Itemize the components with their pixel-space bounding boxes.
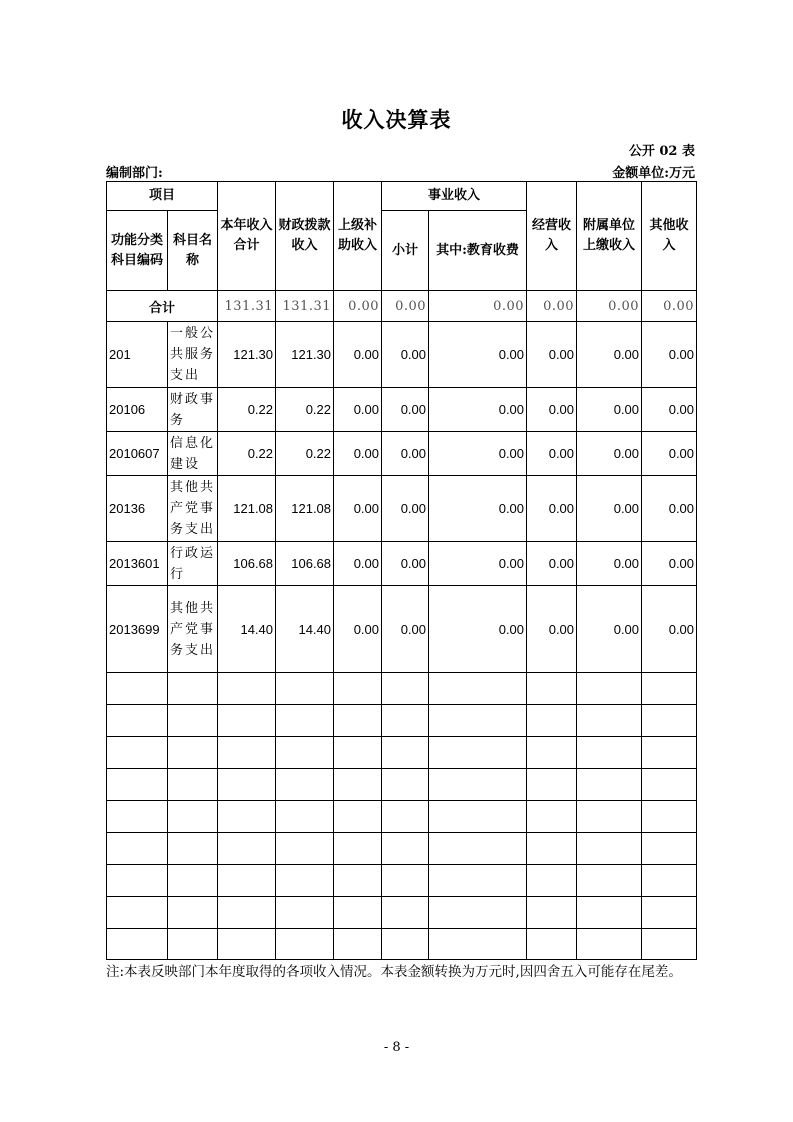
row-upper-subsidy: 0.00	[334, 542, 382, 586]
row-subtotal: 0.00	[382, 586, 429, 673]
row-total-income: 0.22	[218, 388, 276, 432]
header-edu-fee: 其中:教育收费	[429, 211, 527, 291]
row-other: 0.00	[642, 542, 697, 586]
header-affiliated: 附属单位上缴收入	[577, 182, 642, 291]
total-affiliated: 0.00	[577, 291, 642, 322]
row-total-income: 14.40	[218, 586, 276, 673]
row-affiliated: 0.00	[577, 432, 642, 476]
empty-row	[107, 833, 697, 865]
row-operating: 0.00	[527, 476, 577, 542]
row-code: 2013601	[107, 542, 168, 586]
total-fiscal: 131.31	[276, 291, 334, 322]
row-other: 0.00	[642, 432, 697, 476]
unit-label: 金额单位:万元	[612, 166, 695, 181]
row-name: 行政运行	[168, 542, 218, 586]
table-title: 收入决算表	[341, 107, 452, 132]
row-upper-subsidy: 0.00	[334, 586, 382, 673]
row-code: 20136	[107, 476, 168, 542]
header-operating: 经营收入	[527, 182, 577, 291]
header-subtotal: 小计	[382, 211, 429, 291]
total-upper-subsidy: 0.00	[334, 291, 382, 322]
row-affiliated: 0.00	[577, 542, 642, 586]
row-fiscal: 121.30	[276, 322, 334, 388]
row-total-income: 121.08	[218, 476, 276, 542]
row-operating: 0.00	[527, 432, 577, 476]
empty-row	[107, 929, 697, 960]
table-row	[107, 388, 697, 432]
row-total-income: 121.30	[218, 322, 276, 388]
header-total-income: 本年收入合计	[218, 182, 276, 291]
row-total-income: 0.22	[218, 432, 276, 476]
row-name: 其他共产党事务支出	[168, 476, 218, 542]
row-edu-fee: 0.00	[429, 476, 527, 542]
row-subtotal: 0.00	[382, 322, 429, 388]
row-fiscal: 0.22	[276, 432, 334, 476]
empty-row	[107, 737, 697, 769]
row-other: 0.00	[642, 388, 697, 432]
page-number: - 8 -	[383, 1040, 410, 1055]
row-fiscal: 121.08	[276, 476, 334, 542]
row-other: 0.00	[642, 322, 697, 388]
table-row	[107, 476, 697, 542]
row-name: 财政事务	[168, 388, 218, 432]
row-name: 其他共产党事务支出	[168, 586, 218, 673]
row-upper-subsidy: 0.00	[334, 476, 382, 542]
row-affiliated: 0.00	[577, 586, 642, 673]
row-upper-subsidy: 0.00	[334, 388, 382, 432]
row-other: 0.00	[642, 476, 697, 542]
total-label: 合计	[107, 291, 218, 322]
total-subtotal: 0.00	[382, 291, 429, 322]
row-edu-fee: 0.00	[429, 432, 527, 476]
header-subject-name: 科目名称	[168, 211, 218, 291]
income-table	[106, 181, 697, 960]
empty-row	[107, 897, 697, 929]
empty-row	[107, 705, 697, 737]
row-subtotal: 0.00	[382, 388, 429, 432]
row-subtotal: 0.00	[382, 542, 429, 586]
dept-label: 编制部门:	[106, 166, 163, 181]
row-subtotal: 0.00	[382, 476, 429, 542]
row-fiscal: 0.22	[276, 388, 334, 432]
empty-row	[107, 769, 697, 801]
row-name: 信息化建设	[168, 432, 218, 476]
row-code: 201	[107, 322, 168, 388]
table-row	[107, 432, 697, 476]
row-code: 2013699	[107, 586, 168, 673]
total-row	[107, 291, 697, 322]
empty-row	[107, 865, 697, 897]
form-number: 公开 02 表	[628, 144, 695, 159]
header-item: 项目	[107, 182, 218, 211]
header-func-code: 功能分类科目编码	[107, 211, 168, 291]
row-other: 0.00	[642, 586, 697, 673]
empty-row	[107, 801, 697, 833]
row-code: 2010607	[107, 432, 168, 476]
table-row	[107, 586, 697, 673]
header-upper-subsidy: 上级补助收入	[334, 182, 382, 291]
row-operating: 0.00	[527, 542, 577, 586]
row-operating: 0.00	[527, 586, 577, 673]
row-name: 一般公共服务支出	[168, 322, 218, 388]
header-other: 其他收入	[642, 182, 697, 291]
row-upper-subsidy: 0.00	[334, 322, 382, 388]
total-other: 0.00	[642, 291, 697, 322]
row-affiliated: 0.00	[577, 476, 642, 542]
row-edu-fee: 0.00	[429, 388, 527, 432]
row-edu-fee: 0.00	[429, 586, 527, 673]
row-edu-fee: 0.00	[429, 322, 527, 388]
row-affiliated: 0.00	[577, 322, 642, 388]
total-operating: 0.00	[527, 291, 577, 322]
header-fiscal: 财政拨款收入	[276, 182, 334, 291]
row-subtotal: 0.00	[382, 432, 429, 476]
total-total-income: 131.31	[218, 291, 276, 322]
row-edu-fee: 0.00	[429, 542, 527, 586]
row-operating: 0.00	[527, 388, 577, 432]
row-upper-subsidy: 0.00	[334, 432, 382, 476]
footnote: 注:本表反映部门本年度取得的各项收入情况。本表金额转换为万元时,因四舍五入可能存在尾差。	[106, 964, 682, 980]
empty-row	[107, 673, 697, 705]
table-row	[107, 322, 697, 388]
table-row	[107, 542, 697, 586]
row-operating: 0.00	[527, 322, 577, 388]
row-affiliated: 0.00	[577, 388, 642, 432]
row-fiscal: 14.40	[276, 586, 334, 673]
row-fiscal: 106.68	[276, 542, 334, 586]
row-total-income: 106.68	[218, 542, 276, 586]
header-business-income: 事业收入	[382, 182, 527, 211]
row-code: 20106	[107, 388, 168, 432]
total-edu-fee: 0.00	[429, 291, 527, 322]
